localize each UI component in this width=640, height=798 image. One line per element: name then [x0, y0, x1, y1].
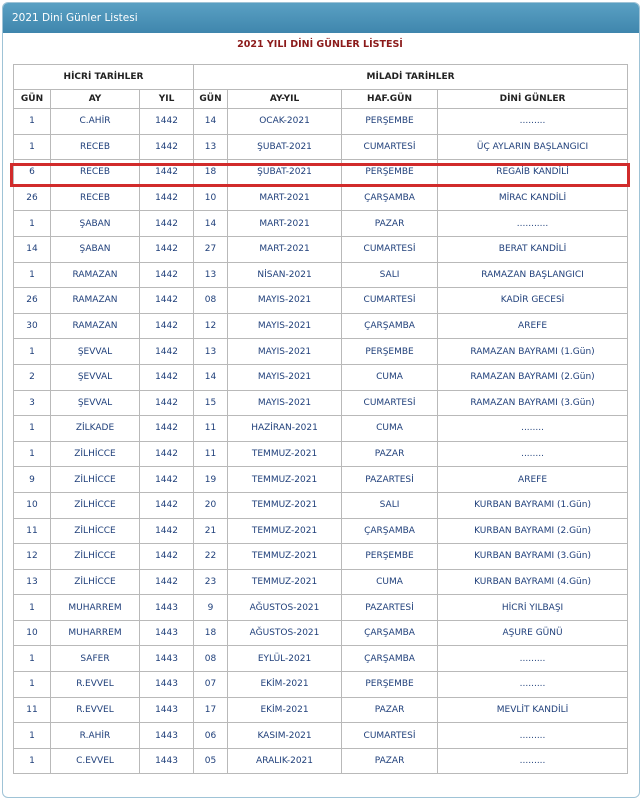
hijri-year-cell: 1442	[140, 211, 194, 237]
table-row	[14, 620, 628, 646]
table-row	[14, 313, 628, 339]
day-cell: 21	[194, 518, 228, 544]
religious-day-cell: AŞURE GÜNÜ	[438, 620, 628, 646]
hijri-month-header: AY	[51, 90, 140, 109]
religious-day-cell: .........	[438, 109, 628, 135]
hijri-month-cell: ZİLHİCCE	[51, 518, 140, 544]
page-title: 2021 YILI DİNİ GÜNLER LİSTESİ	[237, 39, 403, 50]
weekday-cell: CUMARTESİ	[342, 134, 438, 160]
religious-day-cell: BERAT KANDİLİ	[438, 236, 628, 262]
hijri-day-cell: 1	[14, 134, 51, 160]
month-year-cell: AĞUSTOS-2021	[228, 595, 342, 621]
weekday-cell: PERŞEMBE	[342, 672, 438, 698]
day-cell: 08	[194, 288, 228, 314]
hijri-year-cell: 1443	[140, 595, 194, 621]
hijri-month-cell: ŞABAN	[51, 236, 140, 262]
hijri-day-cell: 1	[14, 262, 51, 288]
religious-day-cell: REGAİB KANDİLİ	[438, 160, 628, 186]
hijri-year-cell: 1443	[140, 646, 194, 672]
hijri-day-cell: 1	[14, 748, 51, 774]
religious-day-cell: RAMAZAN BAŞLANGICI	[438, 262, 628, 288]
hijri-day-cell: 10	[14, 620, 51, 646]
weekday-cell: PERŞEMBE	[342, 109, 438, 135]
month-year-cell: ŞUBAT-2021	[228, 134, 342, 160]
day-cell: 14	[194, 211, 228, 237]
month-year-cell: MART-2021	[228, 185, 342, 211]
month-year-cell: TEMMUZ-2021	[228, 518, 342, 544]
day-cell: 05	[194, 748, 228, 774]
hijri-month-cell: SAFER	[51, 646, 140, 672]
table-row	[14, 288, 628, 314]
religious-day-cell: MİRAC KANDİLİ	[438, 185, 628, 211]
table-row	[14, 697, 628, 723]
hijri-month-cell: RAMAZAN	[51, 262, 140, 288]
hijri-year-cell: 1442	[140, 262, 194, 288]
day-cell: 14	[194, 109, 228, 135]
weekday-cell: ÇARŞAMBA	[342, 185, 438, 211]
weekday-header: HAF.GÜN	[342, 90, 438, 109]
table-row	[14, 544, 628, 570]
table-row	[14, 748, 628, 774]
table-row	[14, 339, 628, 365]
religious-day-cell: ...........	[438, 211, 628, 237]
table-row	[14, 441, 628, 467]
hijri-month-cell: MUHARREM	[51, 620, 140, 646]
table-row	[14, 236, 628, 262]
hijri-year-cell: 1442	[140, 339, 194, 365]
month-year-cell: ŞUBAT-2021	[228, 160, 342, 186]
hijri-day-cell: 1	[14, 723, 51, 749]
table-row	[14, 160, 628, 186]
weekday-cell: CUMA	[342, 364, 438, 390]
hijri-day-cell: 3	[14, 390, 51, 416]
religious-day-cell: .........	[438, 672, 628, 698]
hijri-month-cell: RAMAZAN	[51, 313, 140, 339]
hijri-day-cell: 30	[14, 313, 51, 339]
month-year-cell: MART-2021	[228, 236, 342, 262]
day-cell: 14	[194, 364, 228, 390]
day-cell: 08	[194, 646, 228, 672]
day-cell: 27	[194, 236, 228, 262]
month-year-cell: TEMMUZ-2021	[228, 492, 342, 518]
table-row	[14, 364, 628, 390]
weekday-cell: PERŞEMBE	[342, 544, 438, 570]
table-row	[14, 109, 628, 135]
month-year-cell: MAYIS-2021	[228, 364, 342, 390]
weekday-cell: CUMARTESİ	[342, 390, 438, 416]
hijri-day-cell: 14	[14, 236, 51, 262]
hijri-month-cell: ZİLHİCCE	[51, 569, 140, 595]
weekday-cell: PERŞEMBE	[342, 339, 438, 365]
hijri-day-cell: 2	[14, 364, 51, 390]
weekday-cell: CUMARTESİ	[342, 288, 438, 314]
hijri-dates-header: HİCRİ TARİHLER	[14, 65, 194, 90]
gregorian-dates-header: MİLADİ TARİHLER	[194, 65, 628, 90]
hijri-month-cell: ŞEVVAL	[51, 364, 140, 390]
weekday-cell: ÇARŞAMBA	[342, 313, 438, 339]
hijri-year-cell: 1443	[140, 748, 194, 774]
weekday-cell: SALI	[342, 262, 438, 288]
table-row	[14, 185, 628, 211]
day-cell: 12	[194, 313, 228, 339]
hijri-year-cell: 1443	[140, 672, 194, 698]
month-year-cell: MAYIS-2021	[228, 339, 342, 365]
weekday-cell: PAZARTESİ	[342, 467, 438, 493]
religious-day-cell: KURBAN BAYRAMI (3.Gün)	[438, 544, 628, 570]
weekday-cell: ÇARŞAMBA	[342, 620, 438, 646]
month-year-cell: HAZİRAN-2021	[228, 416, 342, 442]
hijri-day-cell: 10	[14, 492, 51, 518]
table-row	[14, 492, 628, 518]
month-year-cell: TEMMUZ-2021	[228, 544, 342, 570]
table-row	[14, 518, 628, 544]
table-row	[14, 723, 628, 749]
day-cell: 15	[194, 390, 228, 416]
hijri-year-cell: 1442	[140, 416, 194, 442]
hijri-month-cell: RECEB	[51, 185, 140, 211]
religious-day-cell: KURBAN BAYRAMI (2.Gün)	[438, 518, 628, 544]
hijri-day-cell: 13	[14, 569, 51, 595]
weekday-cell: CUMA	[342, 569, 438, 595]
religious-day-cell: ÜÇ AYLARIN BAŞLANGICI	[438, 134, 628, 160]
day-cell: 13	[194, 262, 228, 288]
hijri-year-cell: 1443	[140, 697, 194, 723]
hijri-month-cell: C.EVVEL	[51, 748, 140, 774]
hijri-year-cell: 1442	[140, 441, 194, 467]
day-cell: 9	[194, 595, 228, 621]
table-row	[14, 390, 628, 416]
weekday-cell: PAZAR	[342, 441, 438, 467]
day-cell: 07	[194, 672, 228, 698]
hijri-month-cell: ZİLHİCCE	[51, 544, 140, 570]
religious-day-cell: KADİR GECESİ	[438, 288, 628, 314]
month-year-cell: ARALIK-2021	[228, 748, 342, 774]
weekday-cell: PAZARTESİ	[342, 595, 438, 621]
hijri-month-cell: ZİLHİCCE	[51, 467, 140, 493]
table-row	[14, 416, 628, 442]
month-year-cell: EYLÜL-2021	[228, 646, 342, 672]
religious-day-cell: KURBAN BAYRAMI (4.Gün)	[438, 569, 628, 595]
hijri-year-cell: 1442	[140, 134, 194, 160]
hijri-month-cell: ŞABAN	[51, 211, 140, 237]
hijri-day-cell: 1	[14, 441, 51, 467]
day-cell: 10	[194, 185, 228, 211]
weekday-cell: ÇARŞAMBA	[342, 518, 438, 544]
day-cell: 13	[194, 339, 228, 365]
panel-title: 2021 Dini Günler Listesi	[3, 3, 639, 33]
hijri-day-cell: 1	[14, 646, 51, 672]
month-year-cell: AĞUSTOS-2021	[228, 620, 342, 646]
hijri-day-cell: 1	[14, 109, 51, 135]
hijri-year-cell: 1442	[140, 313, 194, 339]
religious-day-cell: HİCRİ YILBAŞI	[438, 595, 628, 621]
religious-day-cell: ........	[438, 416, 628, 442]
month-year-cell: TEMMUZ-2021	[228, 441, 342, 467]
hijri-year-cell: 1442	[140, 160, 194, 186]
religious-day-header: DİNİ GÜNLER	[438, 90, 628, 109]
weekday-cell: CUMA	[342, 416, 438, 442]
hijri-day-header: GÜN	[14, 90, 51, 109]
day-cell: 11	[194, 416, 228, 442]
day-cell: 17	[194, 697, 228, 723]
hijri-day-cell: 1	[14, 672, 51, 698]
religious-day-cell: ........	[438, 441, 628, 467]
hijri-year-cell: 1442	[140, 390, 194, 416]
hijri-year-cell: 1442	[140, 467, 194, 493]
hijri-month-cell: ŞEVVAL	[51, 390, 140, 416]
hijri-month-cell: RECEB	[51, 134, 140, 160]
hijri-day-cell: 1	[14, 211, 51, 237]
hijri-day-cell: 1	[14, 595, 51, 621]
hijri-year-cell: 1442	[140, 109, 194, 135]
religious-days-table	[13, 64, 628, 774]
hijri-day-cell: 26	[14, 185, 51, 211]
hijri-month-cell: ZİLHİCCE	[51, 492, 140, 518]
hijri-year-cell: 1443	[140, 723, 194, 749]
hijri-year-cell: 1442	[140, 364, 194, 390]
table-row	[14, 646, 628, 672]
month-year-cell: MAYIS-2021	[228, 288, 342, 314]
weekday-cell: CUMARTESİ	[342, 723, 438, 749]
hijri-year-cell: 1442	[140, 569, 194, 595]
religious-day-cell: RAMAZAN BAYRAMI (1.Gün)	[438, 339, 628, 365]
hijri-year-cell: 1443	[140, 620, 194, 646]
month-year-cell: MAYIS-2021	[228, 390, 342, 416]
religious-day-cell: KURBAN BAYRAMI (1.Gün)	[438, 492, 628, 518]
hijri-day-cell: 1	[14, 416, 51, 442]
religious-day-cell: .........	[438, 748, 628, 774]
religious-day-cell: RAMAZAN BAYRAMI (2.Gün)	[438, 364, 628, 390]
hijri-year-cell: 1442	[140, 544, 194, 570]
day-header: GÜN	[194, 90, 228, 109]
month-year-cell: TEMMUZ-2021	[228, 467, 342, 493]
hijri-month-cell: ZİLHİCCE	[51, 441, 140, 467]
month-year-cell: NİSAN-2021	[228, 262, 342, 288]
hijri-month-cell: ZİLKADE	[51, 416, 140, 442]
day-cell: 18	[194, 620, 228, 646]
weekday-cell: PAZAR	[342, 697, 438, 723]
table-row	[14, 134, 628, 160]
hijri-day-cell: 11	[14, 697, 51, 723]
religious-day-cell: AREFE	[438, 313, 628, 339]
religious-day-cell: .........	[438, 646, 628, 672]
hijri-year-cell: 1442	[140, 236, 194, 262]
day-cell: 11	[194, 441, 228, 467]
table-row	[14, 211, 628, 237]
month-year-cell: TEMMUZ-2021	[228, 569, 342, 595]
hijri-year-cell: 1442	[140, 492, 194, 518]
hijri-day-cell: 6	[14, 160, 51, 186]
weekday-cell: ÇARŞAMBA	[342, 646, 438, 672]
table-row	[14, 467, 628, 493]
month-year-header: AY-YIL	[228, 90, 342, 109]
day-cell: 22	[194, 544, 228, 570]
weekday-cell: PAZAR	[342, 748, 438, 774]
weekday-cell: PAZAR	[342, 211, 438, 237]
hijri-month-cell: R.EVVEL	[51, 672, 140, 698]
month-year-cell: OCAK-2021	[228, 109, 342, 135]
hijri-year-cell: 1442	[140, 185, 194, 211]
day-cell: 19	[194, 467, 228, 493]
hijri-month-cell: R.EVVEL	[51, 697, 140, 723]
religious-day-cell: RAMAZAN BAYRAMI (3.Gün)	[438, 390, 628, 416]
hijri-day-cell: 1	[14, 339, 51, 365]
hijri-month-cell: C.AHİR	[51, 109, 140, 135]
table-row	[14, 262, 628, 288]
table-row	[14, 595, 628, 621]
month-year-cell: EKİM-2021	[228, 697, 342, 723]
day-cell: 20	[194, 492, 228, 518]
hijri-year-cell: 1442	[140, 518, 194, 544]
hijri-month-cell: ŞEVVAL	[51, 339, 140, 365]
day-cell: 06	[194, 723, 228, 749]
weekday-cell: CUMARTESİ	[342, 236, 438, 262]
hijri-day-cell: 26	[14, 288, 51, 314]
day-cell: 18	[194, 160, 228, 186]
religious-day-cell: AREFE	[438, 467, 628, 493]
hijri-year-cell: 1442	[140, 288, 194, 314]
religious-day-cell: MEVLİT KANDİLİ	[438, 697, 628, 723]
month-year-cell: KASIM-2021	[228, 723, 342, 749]
hijri-month-cell: R.AHİR	[51, 723, 140, 749]
hijri-month-cell: RAMAZAN	[51, 288, 140, 314]
day-cell: 13	[194, 134, 228, 160]
weekday-cell: PERŞEMBE	[342, 160, 438, 186]
hijri-month-cell: MUHARREM	[51, 595, 140, 621]
hijri-month-cell: RECEB	[51, 160, 140, 186]
month-year-cell: MAYIS-2021	[228, 313, 342, 339]
month-year-cell: MART-2021	[228, 211, 342, 237]
hijri-day-cell: 9	[14, 467, 51, 493]
day-cell: 23	[194, 569, 228, 595]
hijri-day-cell: 11	[14, 518, 51, 544]
religious-day-cell: .........	[438, 723, 628, 749]
month-year-cell: EKİM-2021	[228, 672, 342, 698]
table-row	[14, 569, 628, 595]
table-row	[14, 672, 628, 698]
hijri-day-cell: 12	[14, 544, 51, 570]
weekday-cell: SALI	[342, 492, 438, 518]
hijri-year-header: YIL	[140, 90, 194, 109]
